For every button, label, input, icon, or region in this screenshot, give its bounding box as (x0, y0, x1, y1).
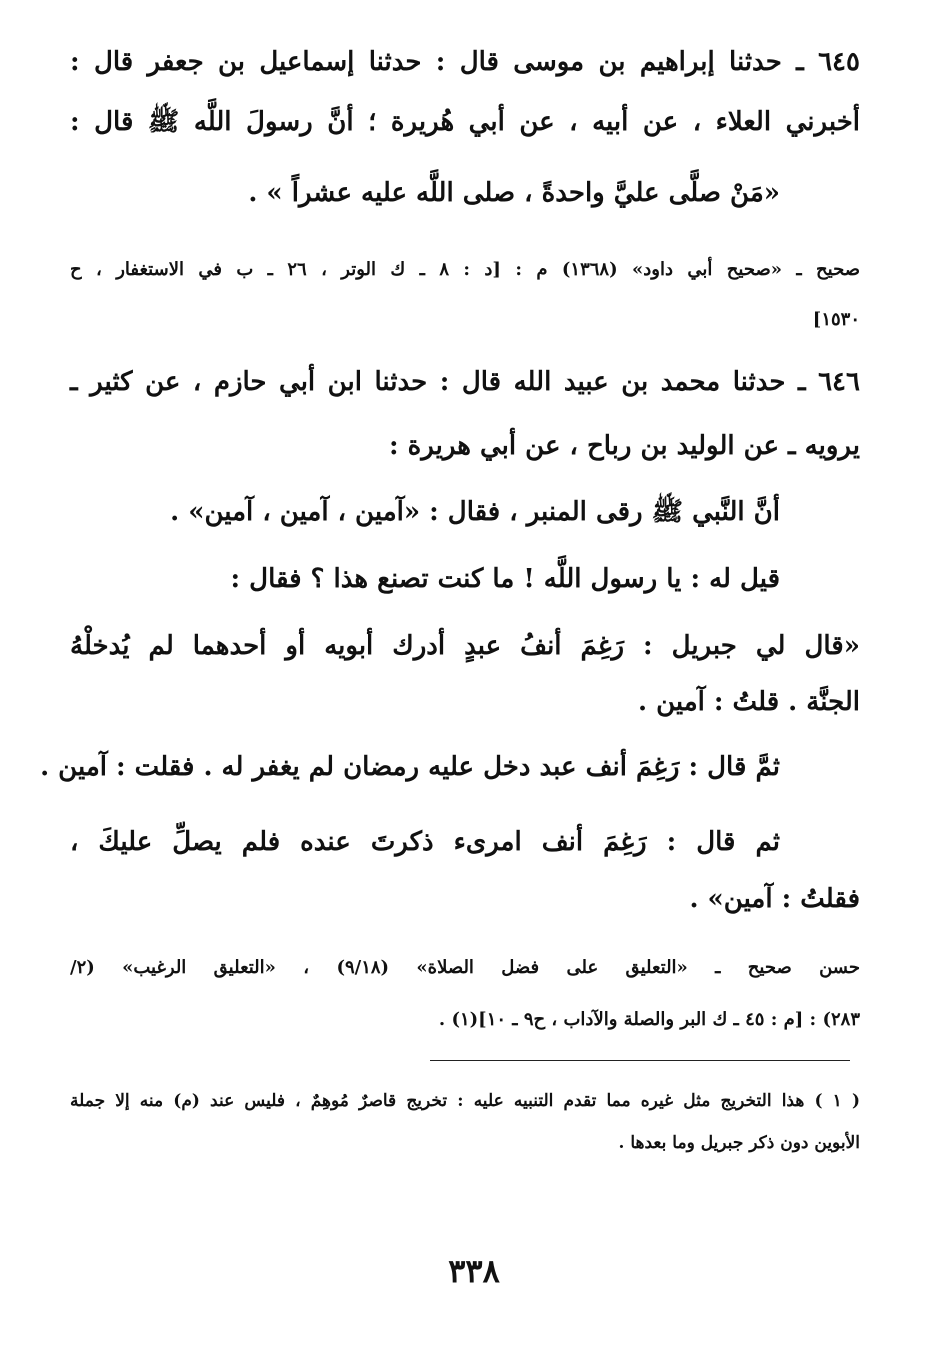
takhrij-645-line-2: ١٥٣٠] (812, 309, 860, 330)
hadith-645-line-2: أخبرني العلاء ، عن أبيه ، عن أبي هُريرة ؛ أنَّ رسولَ اللَّه ﷺ قال : (70, 107, 860, 137)
page-number: ٣٣٨ (448, 1252, 500, 1290)
hadith-646-line-3: أنَّ النَّبي ﷺ رقى المنبر ، فقال : «آمين ، آمين ، آمين» . (170, 497, 780, 527)
takhrij-646-line-2: ٢٨٣) : [م : ٤٥ ـ ك البر والصلة والآداب ، ح٩ ـ ١٠](١) . (438, 1009, 860, 1030)
hadith-646-line-6: الجنَّة . قلتُ : آمين . (637, 687, 860, 717)
hadith-645-line-1: ٦٤٥ ـ حدثنا إبراهيم بن موسى قال : حدثنا إسماعيل بن جعفر قال : (70, 47, 860, 77)
hadith-646-line-7: ثمَّ قال : رَغِمَ أنف عبد دخل عليه رمضان لم يغفر له . فقلت : آمين . (40, 752, 780, 782)
hadith-646-line-1: ٦٤٦ ـ حدثنا محمد بن عبيد الله قال : حدثنا ابن أبي حازم ، عن كثير ـ (70, 367, 860, 397)
footnote-separator (430, 1060, 850, 1061)
hadith-646-line-5: «قال لي جبريل : رَغِمَ أنفُ عبدٍ أدرك أبويه أو أحدهما لم يُدخلْهُ (70, 631, 860, 661)
hadith-646-line-4: قيل له : يا رسول اللَّه ! ما كنت تصنع هذا ؟ فقال : (230, 564, 780, 594)
hadith-645-line-3: «مَنْ صلَّى عليَّ واحدةً ، صلى اللَّه عليه عشراً » . (248, 178, 780, 208)
takhrij-646-line-1: حسن صحيح ـ «التعليق على فضل الصلاة» (٩/١٨) ، «التعليق الرغيب» (٢/ (70, 957, 860, 978)
hadith-646-line-2: يرويه ـ عن الوليد بن رباح ، عن أبي هريرة : (389, 431, 860, 461)
hadith-646-line-9: فقلتُ : آمين» . (689, 884, 860, 914)
footnote-line-1: ( ١ ) هذا التخريج مثل غيره مما تقدم التنبيه عليه : تخريج قاصرٌ مُوهِمٌ ، فليس عند (م) منه إلا جملة (70, 1091, 860, 1111)
takhrij-645-line-1: صحيح ـ «صحيح أبي داود» (١٣٦٨) م : [د : ٨ ـ ك الوتر ، ٢٦ ـ ب في الاستغفار ، ح (70, 259, 860, 280)
hadith-646-line-8: ثم قال : رَغِمَ أنف امرىء ذكرتَ عنده فلم يصلِّ عليكَ ، (70, 827, 780, 857)
footnote-line-2: الأبوين دون ذكر جبريل وما بعدها . (618, 1133, 860, 1153)
